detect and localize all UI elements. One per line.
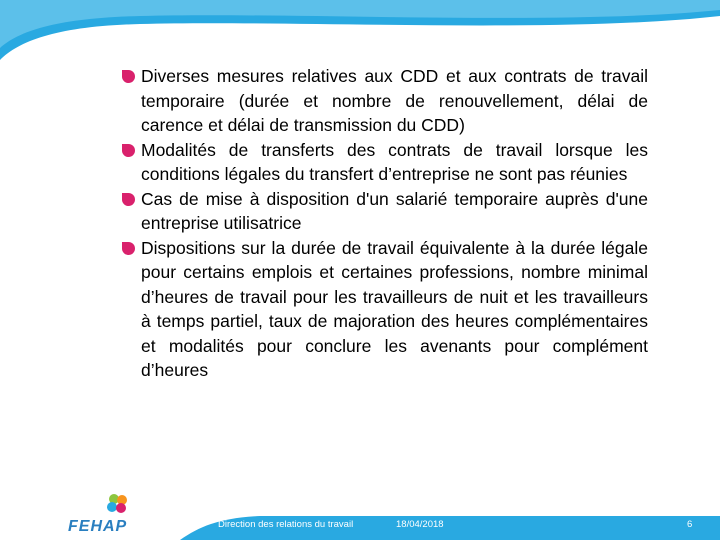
bullet-icon <box>122 242 135 255</box>
bullet-text: Diverses mesures relatives aux CDD et aux contrats de travail temporaire (durée et nombre de renouvellement, délai de carence et délai de transmission du CDD) <box>141 66 648 135</box>
bullet-icon <box>122 193 135 206</box>
bullet-item <box>120 236 648 383</box>
bullet-icon <box>122 70 135 83</box>
bullet-item <box>120 187 648 236</box>
bullet-text: Dispositions sur la durée de travail équivalente à la durée légale pour certains emplois et certaines professions, nombre minimal d’heures de travail pour les travailleurs de nuit et les travailleurs à temps partiel, taux de majoration des heures complémentaires et modalités pour conclure les avenants pour complément d’heures <box>141 237 648 380</box>
bullet-item <box>120 64 648 138</box>
bullet-text: Cas de mise à disposition d'un salarié temporaire auprès d'une entreprise utilisatrice <box>141 188 648 233</box>
logo-text: FEHAP <box>68 518 128 535</box>
footer-department: Direction des relations du travail <box>218 519 354 530</box>
footer <box>0 506 720 540</box>
bullet-list <box>120 64 648 383</box>
header-wave <box>0 0 720 70</box>
page-number: 6 <box>687 519 693 530</box>
bullet-icon <box>122 144 135 157</box>
fehap-logo <box>66 492 146 540</box>
bullet-text: Modalités de transferts des contrats de travail lorsque les conditions légales du transfert d’entreprise ne sont pas réunies <box>141 139 648 184</box>
footer-date: 18/04/2018 <box>396 519 444 530</box>
bullet-item <box>120 138 648 187</box>
